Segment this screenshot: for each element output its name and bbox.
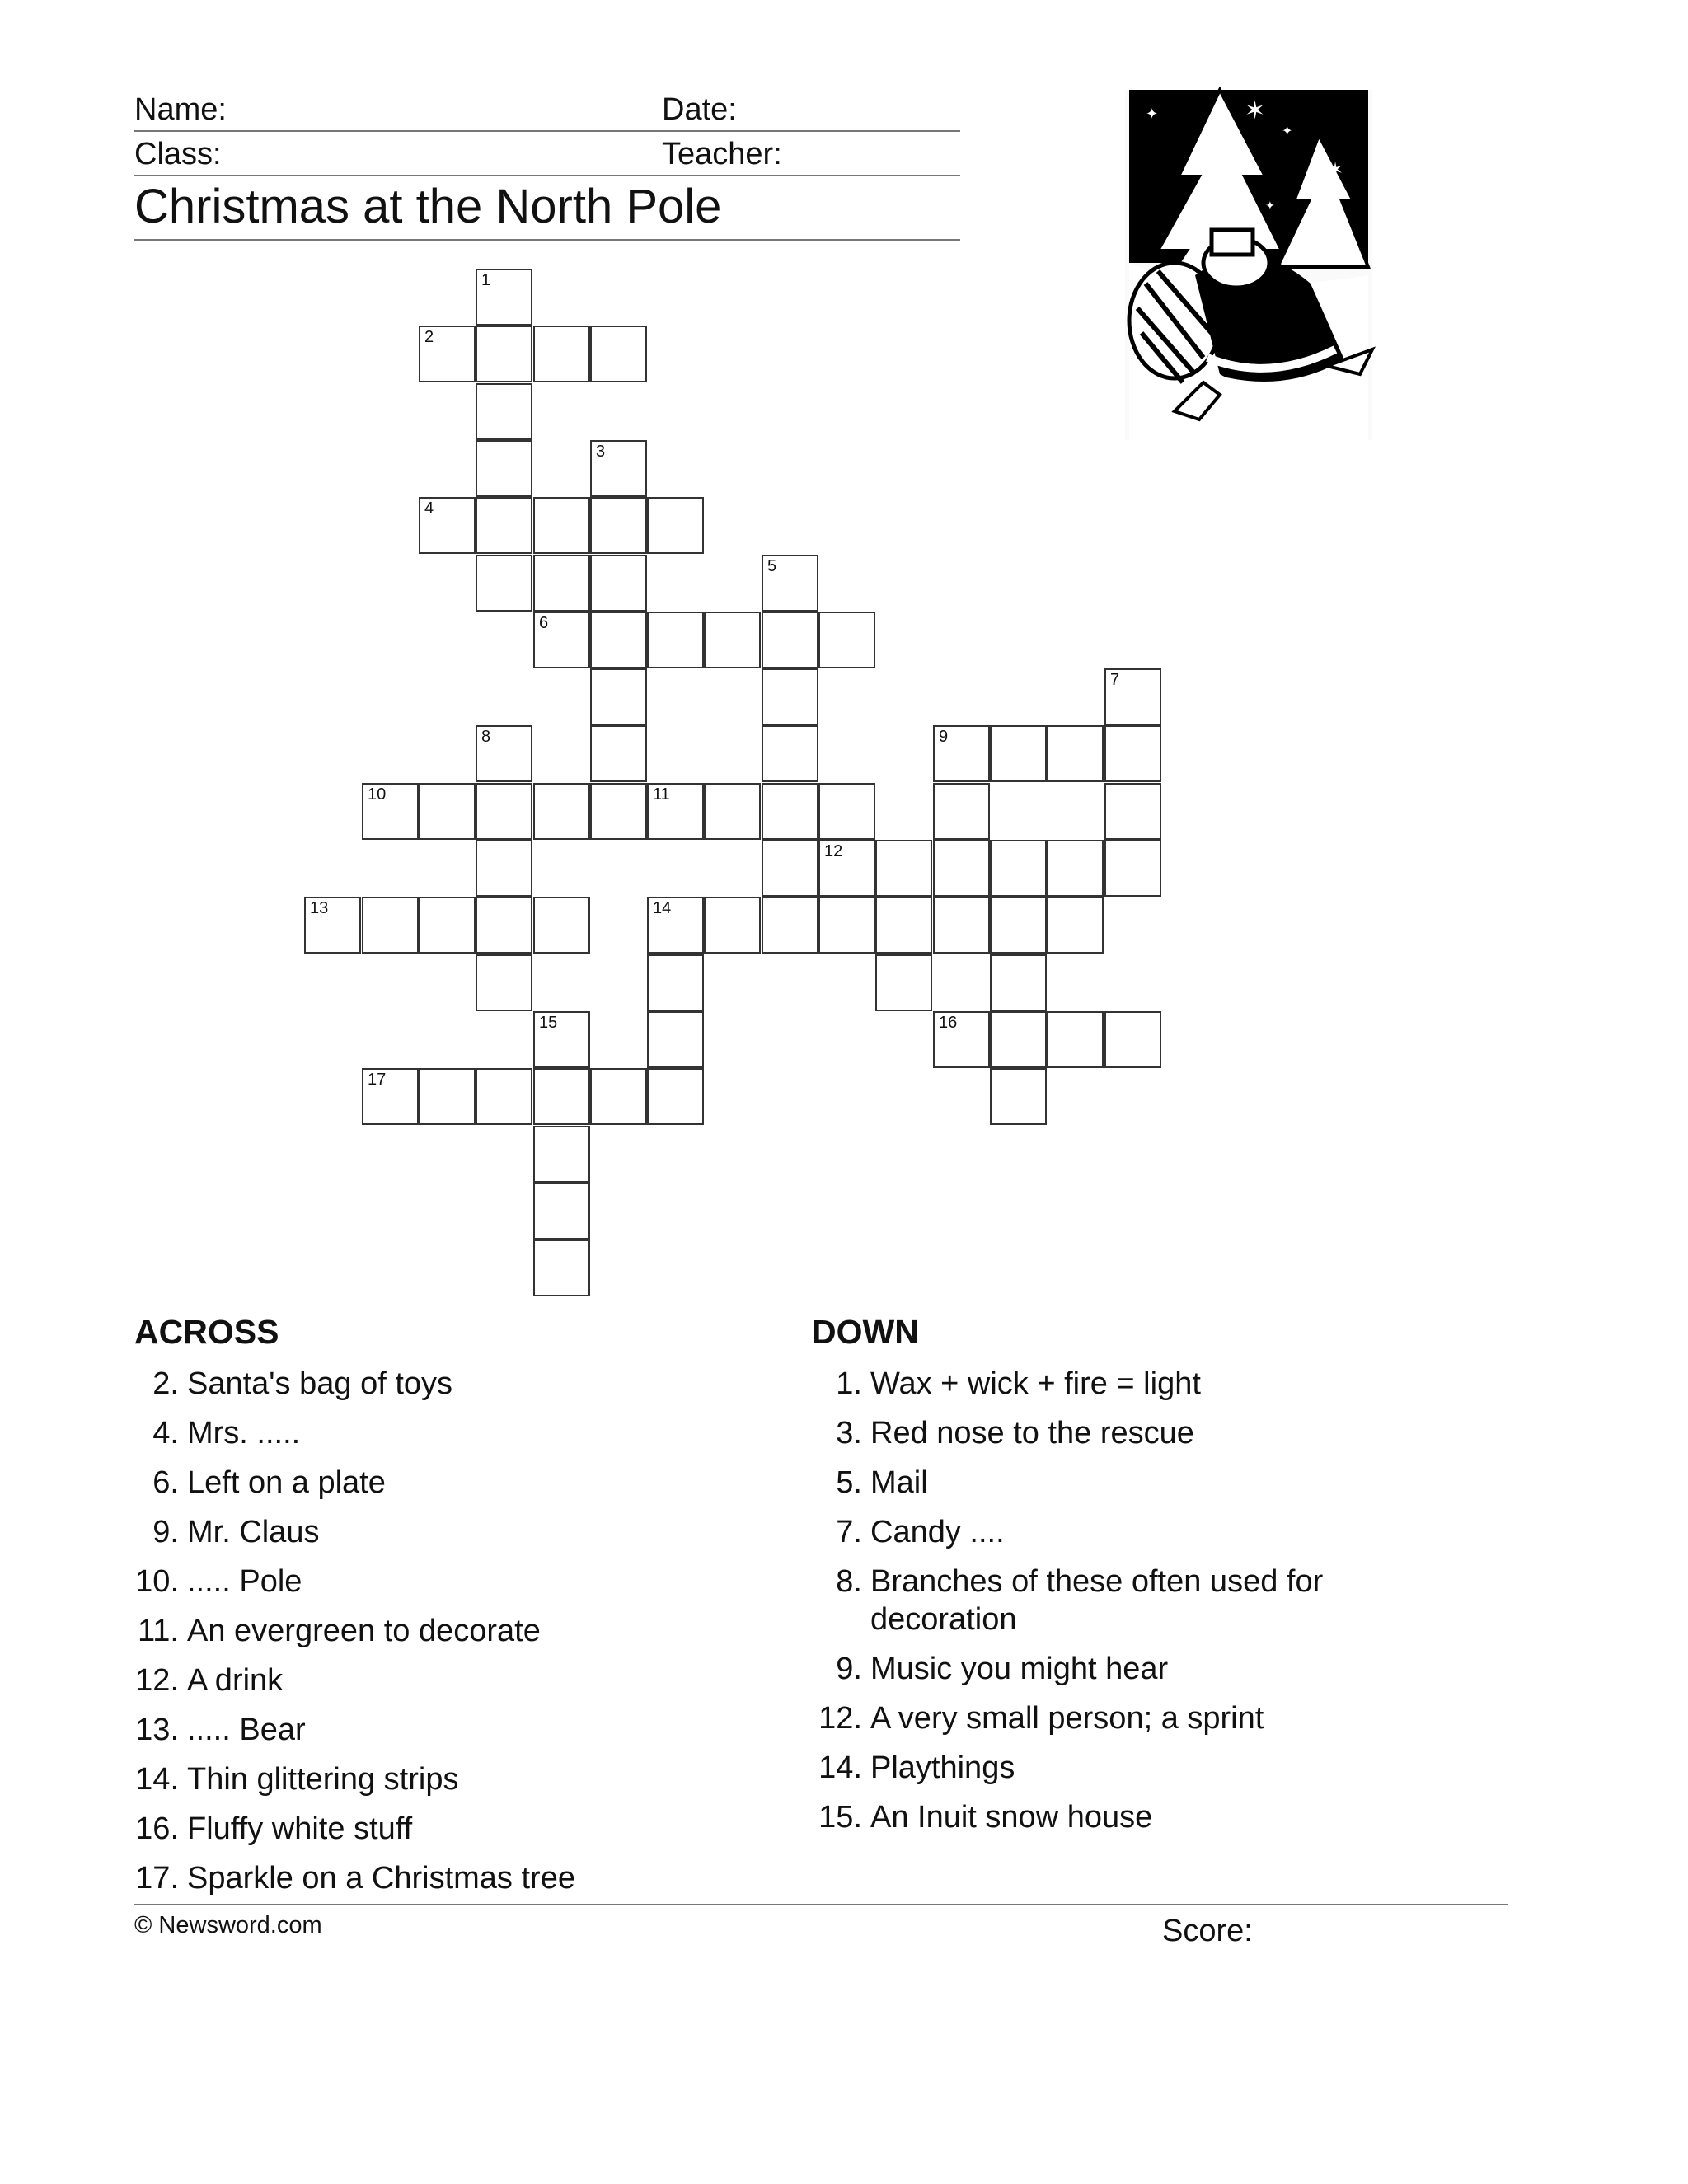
name-label: Name: bbox=[134, 92, 227, 127]
clue-number-label: 7 bbox=[1110, 671, 1120, 689]
down-clue bbox=[818, 1365, 1378, 1403]
page-title: Christmas at the North Pole bbox=[134, 180, 722, 233]
crossword-cell[interactable] bbox=[990, 840, 1047, 897]
crossword-cell[interactable] bbox=[419, 497, 476, 554]
crossword-cell[interactable] bbox=[590, 555, 647, 612]
crossword-cell[interactable] bbox=[647, 1068, 704, 1125]
star-icon: ✶ bbox=[1245, 96, 1266, 125]
crossword-cell[interactable] bbox=[590, 612, 647, 668]
clue-number: 9. bbox=[836, 1652, 862, 1686]
star-icon: ✦ bbox=[1282, 123, 1293, 138]
down-heading: DOWN bbox=[812, 1313, 919, 1351]
down-clue bbox=[818, 1798, 1378, 1836]
crossword-cell[interactable] bbox=[476, 1068, 532, 1125]
crossword-cell[interactable] bbox=[533, 612, 590, 668]
clue-text: Red nose to the rescue bbox=[870, 1416, 1194, 1451]
clue-text: Wax + wick + fire = light bbox=[870, 1366, 1201, 1401]
class-teacher-rule bbox=[134, 175, 960, 176]
clue-text: Mrs. ..... bbox=[187, 1416, 301, 1451]
crossword-cell[interactable] bbox=[533, 326, 590, 382]
clue-number: 2. bbox=[152, 1366, 179, 1401]
crossword-cell[interactable] bbox=[933, 1011, 990, 1068]
footer-rule bbox=[134, 1904, 1508, 1905]
across-clue bbox=[134, 1414, 728, 1452]
crossword-cell[interactable] bbox=[762, 668, 818, 725]
crossword-cell[interactable] bbox=[419, 897, 476, 954]
crossword-cell[interactable] bbox=[875, 897, 932, 954]
clue-text: Mr. Claus bbox=[187, 1515, 320, 1549]
crossword-cell[interactable] bbox=[647, 783, 704, 840]
name-date-rule bbox=[134, 130, 960, 132]
crossword-cell[interactable] bbox=[476, 783, 532, 840]
crossword-cell[interactable] bbox=[1047, 840, 1104, 897]
crossword-cell[interactable] bbox=[990, 1011, 1047, 1068]
clue-number-label: 17 bbox=[368, 1071, 387, 1089]
down-clue-list bbox=[818, 1365, 1378, 1848]
date-label: Date: bbox=[662, 92, 737, 127]
clue-number: 13. bbox=[135, 1713, 179, 1747]
clue-text: Thin glittering strips bbox=[187, 1762, 459, 1797]
crossword-cell[interactable] bbox=[476, 326, 532, 382]
crossword-cell[interactable] bbox=[762, 897, 818, 954]
clue-number-label: 14 bbox=[653, 899, 672, 917]
down-clue bbox=[818, 1699, 1378, 1737]
down-clue bbox=[818, 1563, 1378, 1638]
crossword-cell[interactable] bbox=[362, 1068, 419, 1125]
class-label: Class: bbox=[134, 137, 222, 171]
crossword-cell[interactable] bbox=[1104, 725, 1161, 782]
clue-number: 9. bbox=[152, 1515, 179, 1549]
down-clue bbox=[818, 1464, 1378, 1502]
clue-number-label: 2 bbox=[424, 328, 434, 346]
clue-text: An Inuit snow house bbox=[870, 1800, 1153, 1835]
crossword-cell[interactable] bbox=[990, 897, 1047, 954]
crossword-cell[interactable] bbox=[1104, 840, 1161, 897]
clue-text: Playthings bbox=[870, 1750, 1015, 1785]
clue-number: 15. bbox=[818, 1800, 862, 1835]
clue-number-label: 13 bbox=[310, 899, 329, 917]
clue-text: Santa's bag of toys bbox=[187, 1366, 453, 1401]
clue-text: ..... Pole bbox=[187, 1564, 302, 1599]
crossword-cell[interactable] bbox=[476, 954, 532, 1011]
crossword-cell[interactable] bbox=[762, 725, 818, 782]
down-clue bbox=[818, 1414, 1378, 1452]
crossword-cell[interactable] bbox=[990, 725, 1047, 782]
clue-number: 17. bbox=[135, 1861, 179, 1896]
crossword-cell[interactable] bbox=[1104, 783, 1161, 840]
clue-text: A very small person; a sprint bbox=[870, 1701, 1264, 1736]
crossword-cell[interactable] bbox=[704, 783, 761, 840]
crossword-cell[interactable] bbox=[590, 440, 647, 497]
crossword-cell[interactable] bbox=[590, 326, 647, 382]
across-clue-list bbox=[134, 1365, 728, 1909]
crossword-cell[interactable] bbox=[476, 497, 532, 554]
down-clue bbox=[818, 1513, 1378, 1551]
crossword-cell[interactable] bbox=[590, 725, 647, 782]
across-clue bbox=[134, 1563, 728, 1601]
crossword-cell[interactable] bbox=[1047, 897, 1104, 954]
crossword-cell[interactable] bbox=[704, 897, 761, 954]
crossword-cell[interactable] bbox=[818, 897, 875, 954]
clue-number: 12. bbox=[135, 1663, 179, 1698]
crossword-cell[interactable] bbox=[990, 954, 1047, 1011]
crossword-cell[interactable] bbox=[933, 783, 990, 840]
crossword-cell[interactable] bbox=[647, 897, 704, 954]
crossword-cell[interactable] bbox=[590, 783, 647, 840]
crossword-cell[interactable] bbox=[762, 555, 818, 612]
crossword-cell[interactable] bbox=[362, 783, 419, 840]
across-clue bbox=[134, 1464, 728, 1502]
clue-text: Mail bbox=[870, 1465, 928, 1500]
clue-number: 1. bbox=[836, 1366, 862, 1401]
clue-number: 14. bbox=[818, 1750, 862, 1785]
crossword-cell[interactable] bbox=[647, 497, 704, 554]
clue-text: Fluffy white stuff bbox=[187, 1811, 413, 1846]
star-icon: ✶ bbox=[1327, 158, 1344, 181]
crossword-cell[interactable] bbox=[476, 555, 532, 612]
crossword-cell[interactable] bbox=[1104, 668, 1161, 725]
across-clue bbox=[134, 1760, 728, 1798]
teacher-label: Teacher: bbox=[662, 137, 782, 171]
copyright-text: © Newsword.com bbox=[134, 1912, 322, 1938]
crossword-cell[interactable] bbox=[419, 326, 476, 382]
clue-text: Sparkle on a Christmas tree bbox=[187, 1861, 575, 1896]
crossword-cell[interactable] bbox=[933, 840, 990, 897]
crossword-cell[interactable] bbox=[818, 783, 875, 840]
clue-number-label: 15 bbox=[539, 1014, 558, 1032]
star-icon: ✦ bbox=[1146, 105, 1159, 123]
crossword-cell[interactable] bbox=[476, 383, 532, 440]
crossword-cell[interactable] bbox=[362, 897, 419, 954]
clue-text: An evergreen to decorate bbox=[187, 1614, 541, 1648]
crossword-cell[interactable] bbox=[1047, 1011, 1104, 1068]
across-clue bbox=[134, 1513, 728, 1551]
crossword-cell[interactable] bbox=[933, 897, 990, 954]
crossword-cell[interactable] bbox=[933, 725, 990, 782]
clue-number-label: 8 bbox=[481, 728, 491, 746]
clue-text: Music you might hear bbox=[870, 1652, 1169, 1686]
crossword-cell[interactable] bbox=[990, 1068, 1047, 1125]
across-heading: ACROSS bbox=[134, 1313, 279, 1351]
across-clue bbox=[134, 1859, 728, 1897]
clue-number-label: 5 bbox=[767, 557, 777, 575]
clue-number: 10. bbox=[135, 1564, 179, 1599]
clue-number-label: 11 bbox=[653, 785, 670, 804]
crossword-cell[interactable] bbox=[875, 840, 932, 897]
crossword-cell[interactable] bbox=[304, 897, 361, 954]
clue-number: 14. bbox=[135, 1762, 179, 1797]
clue-text: Left on a plate bbox=[187, 1465, 386, 1500]
clue-text: Branches of these often used for decoration bbox=[870, 1564, 1324, 1637]
clue-number: 12. bbox=[818, 1701, 862, 1736]
crossword-cell[interactable] bbox=[476, 725, 532, 782]
score-label: Score: bbox=[1162, 1914, 1253, 1948]
clue-text: Candy .... bbox=[870, 1515, 1005, 1549]
clue-number-label: 4 bbox=[424, 499, 434, 518]
clue-number: 6. bbox=[152, 1465, 179, 1500]
clue-number-label: 12 bbox=[824, 842, 843, 860]
crossword-cell[interactable] bbox=[419, 783, 476, 840]
clue-number: 3. bbox=[836, 1416, 862, 1451]
across-clue bbox=[134, 1661, 728, 1699]
across-clue bbox=[134, 1711, 728, 1749]
crossword-cell[interactable] bbox=[1047, 725, 1104, 782]
crossword-cell[interactable] bbox=[476, 897, 532, 954]
clue-number-label: 1 bbox=[481, 271, 491, 289]
clue-number-label: 10 bbox=[368, 785, 387, 804]
clue-number-label: 16 bbox=[939, 1014, 958, 1032]
down-clue bbox=[818, 1749, 1378, 1787]
crossword-cell[interactable] bbox=[590, 668, 647, 725]
clue-text: A drink bbox=[187, 1663, 284, 1698]
crossword-cell[interactable] bbox=[590, 497, 647, 554]
clue-number: 11. bbox=[137, 1614, 179, 1648]
crossword-cell[interactable] bbox=[476, 269, 532, 326]
crossword-cell[interactable] bbox=[818, 612, 875, 668]
clue-text: ..... Bear bbox=[187, 1713, 306, 1747]
star-icon: ✦ bbox=[1265, 199, 1275, 213]
down-clue bbox=[818, 1650, 1378, 1688]
crossword-cell[interactable] bbox=[533, 1240, 590, 1296]
crossword-cell[interactable] bbox=[476, 440, 532, 497]
crossword-cell[interactable] bbox=[762, 840, 818, 897]
crossword-cell[interactable] bbox=[533, 497, 590, 554]
crossword-cell[interactable] bbox=[533, 897, 590, 954]
clue-number: 8. bbox=[836, 1564, 862, 1599]
clue-number: 7. bbox=[836, 1515, 862, 1549]
crossword-cell[interactable] bbox=[762, 783, 818, 840]
crossword-cell[interactable] bbox=[875, 954, 932, 1011]
title-rule bbox=[134, 239, 960, 241]
crossword-cell[interactable] bbox=[1104, 1011, 1161, 1068]
crossword-cell[interactable] bbox=[533, 783, 590, 840]
santa-clipart bbox=[1113, 86, 1385, 440]
clue-number: 16. bbox=[135, 1811, 179, 1846]
clue-number: 5. bbox=[836, 1465, 862, 1500]
crossword-cell[interactable] bbox=[704, 612, 761, 668]
crossword-cell[interactable] bbox=[533, 1011, 590, 1068]
crossword-cell[interactable] bbox=[533, 555, 590, 612]
clue-number: 4. bbox=[152, 1416, 179, 1451]
crossword-cell[interactable] bbox=[419, 1068, 476, 1125]
crossword-cell[interactable] bbox=[647, 1011, 704, 1068]
clue-number-label: 9 bbox=[939, 728, 949, 746]
crossword-cell[interactable] bbox=[533, 1126, 590, 1183]
crossword-cell[interactable] bbox=[647, 612, 704, 668]
clue-number-label: 3 bbox=[596, 443, 606, 461]
crossword-cell[interactable] bbox=[533, 1183, 590, 1240]
across-clue bbox=[134, 1612, 728, 1650]
crossword-cell[interactable] bbox=[533, 1068, 590, 1125]
crossword-cell[interactable] bbox=[590, 1068, 647, 1125]
across-clue bbox=[134, 1365, 728, 1403]
crossword-cell[interactable] bbox=[647, 954, 704, 1011]
crossword-cell[interactable] bbox=[818, 840, 875, 897]
crossword-cell[interactable] bbox=[762, 612, 818, 668]
across-clue bbox=[134, 1810, 728, 1848]
clue-number-label: 6 bbox=[539, 614, 549, 632]
crossword-cell[interactable] bbox=[476, 840, 532, 897]
